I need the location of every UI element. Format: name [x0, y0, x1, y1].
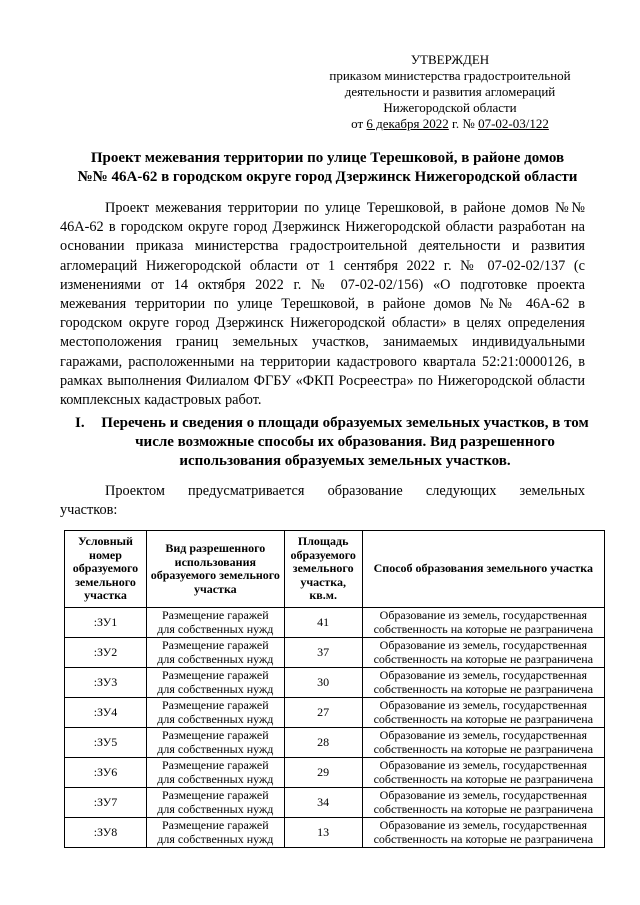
cell-use-line-2: для собственных нужд: [157, 651, 274, 666]
section-line-3: использования образуемых земельных участков.: [179, 453, 511, 469]
cell-use: [146, 758, 284, 788]
cell-area: 13: [284, 818, 362, 848]
cell-method: [362, 788, 604, 818]
table-row: [65, 668, 605, 698]
cell-area: 41: [284, 608, 362, 638]
lead-line-1: Проектом предусматривается образование следующих земельных: [105, 483, 585, 499]
cell-area: 30: [284, 668, 362, 698]
cell-use-line-2: для собственных нужд: [157, 711, 274, 726]
approval-date-line: [300, 116, 600, 132]
cell-use-line-2: для собственных нужд: [157, 621, 274, 636]
cell-use-line-2: для собственных нужд: [157, 681, 274, 696]
cell-number: :ЗУ5: [65, 728, 147, 758]
cell-method: [362, 668, 604, 698]
cell-method: [362, 818, 604, 848]
header-use: Вид разрешенного использования образуемого земельного участка: [146, 531, 284, 608]
cell-number: :ЗУ3: [65, 668, 147, 698]
cell-use-line-1: Размещение гаражей: [161, 638, 269, 652]
header-number: Условный номер образуемого земельного участка: [65, 531, 147, 608]
cell-method: [362, 608, 604, 638]
lead-line-2: участков:: [60, 502, 118, 518]
cell-area: 37: [284, 638, 362, 668]
cell-method-line-2: собственность на которые не разграничена: [373, 771, 594, 786]
cell-area: 27: [284, 698, 362, 728]
cell-use: [146, 608, 284, 638]
cell-method-line-1: Образование из земель, государственная: [379, 728, 587, 742]
title-line-1: Проект межевания территории по улице Терешковой, в районе домов: [90, 150, 565, 166]
cell-use-line-1: Размещение гаражей: [161, 788, 269, 802]
approval-date-suffix: г. №: [452, 116, 475, 131]
document-title: [60, 149, 595, 187]
cell-use-line-1: Размещение гаражей: [161, 608, 269, 622]
approval-date-prefix: от: [351, 116, 364, 131]
table-row: [65, 638, 605, 668]
cell-use-line-1: Размещение гаражей: [161, 668, 269, 682]
table-row: [65, 728, 605, 758]
section-heading: [60, 414, 595, 471]
cell-method-line-2: собственность на которые не разграничена: [373, 651, 594, 666]
intro-paragraph: Проект межевания территории по улице Терешковой, в районе домов №№ 46А-62 в городском округе город Дзержинск Нижегородской области разработан на основании приказа министерства градостроительной деятельности и развития агломераций Нижегородской области от 1 сентября 2022 г. № 07-02-02/137 (с изменениями от 14 октября 2022 г. № 07-02-02/156) «О подготовке проекта межевания территории по улице Терешковой, в районе домов №№ 46А-62 в городском округе город Дзержинск Нижегородской области» в целях определения местоположения границ земельных участков, занимаемых индивидуальными гаражами, расположенными на территории кадастрового квартала 52:21:0000126, в рамках выполнения Филиалом ФГБУ «ФКП Росреестра» по Нижегородской области комплексных кадастровых работ.: [60, 200, 585, 409]
cell-method-line-2: собственность на которые не разграничена: [373, 741, 594, 756]
approval-line-1: приказом министерства градостроительной: [329, 68, 571, 83]
cell-number: :ЗУ7: [65, 788, 147, 818]
approval-line-2: деятельности и развития агломераций: [344, 84, 556, 99]
cell-number: :ЗУ8: [65, 818, 147, 848]
header-method: Способ образования земельного участка: [362, 531, 604, 608]
cell-area: 28: [284, 728, 362, 758]
cell-method-line-1: Образование из земель, государственная: [379, 638, 587, 652]
cell-use-line-1: Размещение гаражей: [161, 698, 269, 712]
land-plots-table: [64, 530, 605, 848]
cell-use-line-1: Размещение гаражей: [161, 758, 269, 772]
cell-use: [146, 668, 284, 698]
approval-stamp: [300, 52, 600, 132]
cell-number: :ЗУ2: [65, 638, 147, 668]
cell-method: [362, 698, 604, 728]
cell-use-line-1: Размещение гаражей: [161, 728, 269, 742]
cell-area: 29: [284, 758, 362, 788]
cell-number: :ЗУ1: [65, 608, 147, 638]
cell-method-line-2: собственность на которые не разграничена: [373, 801, 594, 816]
cell-use-line-2: для собственных нужд: [157, 831, 274, 846]
cell-use-line-2: для собственных нужд: [157, 771, 274, 786]
cell-use: [146, 698, 284, 728]
cell-method-line-2: собственность на которые не разграничена: [373, 831, 594, 846]
cell-method-line-2: собственность на которые не разграничена: [373, 621, 594, 636]
cell-method: [362, 758, 604, 788]
cell-use: [146, 788, 284, 818]
section-line-2: числе возможные способы их образования. Вид разрешенного: [135, 434, 555, 450]
cell-method-line-1: Образование из земель, государственная: [379, 818, 587, 832]
cell-number: :ЗУ6: [65, 758, 147, 788]
approval-date: 6 декабря 2022: [366, 116, 449, 131]
table-row: [65, 608, 605, 638]
approval-heading: УТВЕРЖДЕН: [410, 52, 490, 67]
cell-method-line-1: Образование из земель, государственная: [379, 668, 587, 682]
header-area: Площадь образуемого земельного участка, кв.м.: [284, 531, 362, 608]
title-line-2: №№ 46А-62 в городском округе город Дзержинск Нижегородской области: [77, 169, 578, 185]
cell-method-line-1: Образование из земель, государственная: [379, 758, 587, 772]
cell-method-line-2: собственность на которые не разграничена: [373, 711, 594, 726]
cell-method: [362, 638, 604, 668]
cell-use: [146, 818, 284, 848]
cell-method-line-1: Образование из земель, государственная: [379, 608, 587, 622]
cell-method: [362, 728, 604, 758]
table-row: [65, 788, 605, 818]
table-header-row: [65, 531, 605, 608]
cell-number: :ЗУ4: [65, 698, 147, 728]
cell-method-line-1: Образование из земель, государственная: [379, 698, 587, 712]
cell-area: 34: [284, 788, 362, 818]
cell-use: [146, 728, 284, 758]
cell-method-line-1: Образование из земель, государственная: [379, 788, 587, 802]
cell-use-line-2: для собственных нужд: [157, 801, 274, 816]
cell-use: [146, 638, 284, 668]
section-line-1: Перечень и сведения о площади образуемых земельных участков, в том: [101, 415, 589, 431]
approval-number: 07-02-03/122: [478, 116, 549, 131]
cell-use-line-1: Размещение гаражей: [161, 818, 269, 832]
table-row: [65, 818, 605, 848]
cell-use-line-2: для собственных нужд: [157, 741, 274, 756]
approval-line-3: Нижегородской области: [383, 100, 517, 115]
section-number: I.: [75, 415, 85, 431]
cell-method-line-2: собственность на которые не разграничена: [373, 681, 594, 696]
table-row: [65, 758, 605, 788]
table-row: [65, 698, 605, 728]
